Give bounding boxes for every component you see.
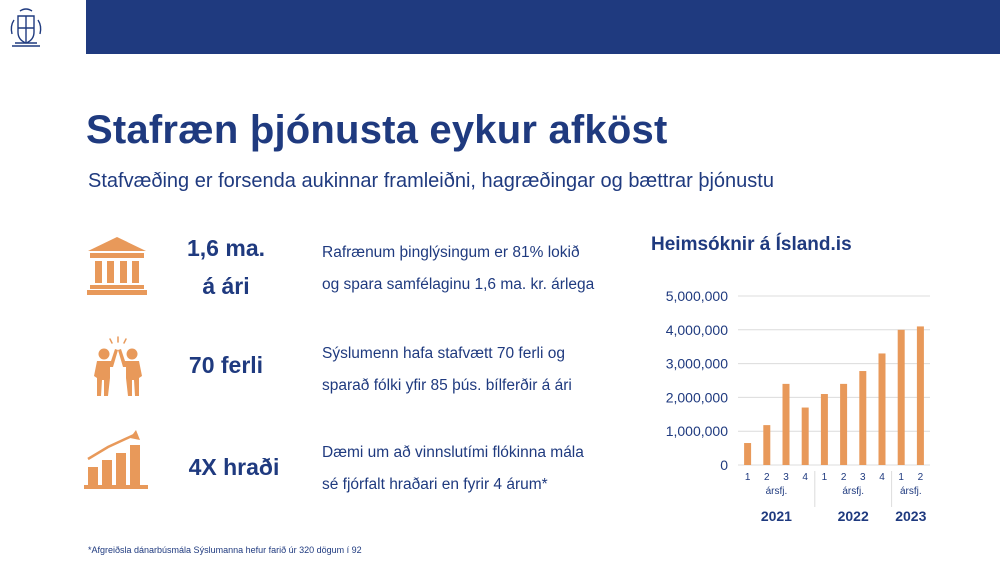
stat-desc-line1: Rafrænum þinglýsingum er 81% lokið [322, 244, 580, 261]
page-title: Stafræn þjónusta eykur afköst [86, 108, 668, 152]
stat-desc-line1: Dæmi um að vinnslutími flókinna mála [322, 444, 584, 461]
stat-value [174, 448, 294, 486]
x-tick-label: 1 [898, 472, 904, 483]
stat-description [322, 237, 622, 301]
x-tick-label: 4 [802, 472, 808, 483]
stat-desc-line1: Sýslumenn hafa stafvætt 70 ferli og [322, 345, 565, 362]
page-subtitle: Stafvæðing er forsenda aukinnar framleiðni, hagræðingar og bættrar þjónustu [88, 170, 774, 192]
y-tick-label: 4,000,000 [665, 321, 728, 338]
y-tick-label: 1,000,000 [665, 423, 728, 440]
growth-chart-icon [84, 429, 150, 489]
stat-value [166, 346, 286, 384]
stat-desc-line2: og spara samfélaginu 1,6 ma. kr. árlega [322, 276, 595, 293]
stat-description [322, 437, 622, 501]
stat-description [322, 338, 622, 402]
x-tick-label: 2 [840, 472, 847, 483]
year-label: 2022 [837, 508, 869, 524]
y-tick-label: 2,000,000 [665, 389, 728, 406]
bar [802, 408, 809, 465]
bar [744, 443, 751, 465]
x-tick-label: 3 [860, 472, 866, 483]
footnote: *Afgreiðsla dánarbúsmála Sýslumanna hefur farið úr 320 dögum í 92 [88, 545, 362, 555]
header-bar [86, 0, 1000, 54]
stat-value [166, 229, 286, 305]
x-tick-label: 2 [917, 472, 924, 483]
group-label: ársfj. [842, 486, 865, 497]
bar [879, 353, 886, 465]
y-tick-label: 5,000,000 [665, 288, 728, 304]
bar [859, 371, 866, 465]
stat-value-line2: á ári [202, 273, 250, 299]
year-label: 2021 [760, 508, 792, 524]
stat-value-line1: 70 ferli [188, 352, 264, 378]
x-tick-label: 2 [764, 472, 770, 483]
stat-value-line1: 1,6 ma. [187, 235, 265, 261]
stat-value-line1: 4X hraði [188, 454, 280, 480]
group-label: ársfj. [899, 486, 922, 497]
stat-desc-line2: sé fjórfalt hraðari en fyrir 4 árum* [322, 476, 548, 493]
bar [821, 394, 828, 465]
visits-bar-chart [630, 280, 970, 530]
y-tick-label: 0 [720, 457, 728, 473]
x-tick-label: 4 [879, 472, 885, 483]
year-label: 2023 [895, 508, 927, 524]
group-label: ársfj. [765, 486, 788, 497]
coat-of-arms-logo [6, 6, 46, 48]
x-tick-label: 1 [821, 472, 828, 483]
bar [917, 326, 924, 465]
chart-title: Heimsóknir á Ísland.is [651, 234, 852, 255]
x-tick-label: 3 [783, 472, 789, 483]
bar [840, 384, 847, 465]
government-building-icon [86, 237, 148, 295]
stat-desc-line2: sparað fólki yfir 85 þús. bílferðir á ári [322, 377, 572, 394]
bar [763, 425, 770, 465]
bar [898, 330, 905, 465]
high-five-people-icon [86, 336, 150, 396]
x-tick-label: 1 [744, 472, 751, 483]
y-tick-label: 3,000,000 [665, 355, 728, 372]
bar [783, 384, 790, 465]
